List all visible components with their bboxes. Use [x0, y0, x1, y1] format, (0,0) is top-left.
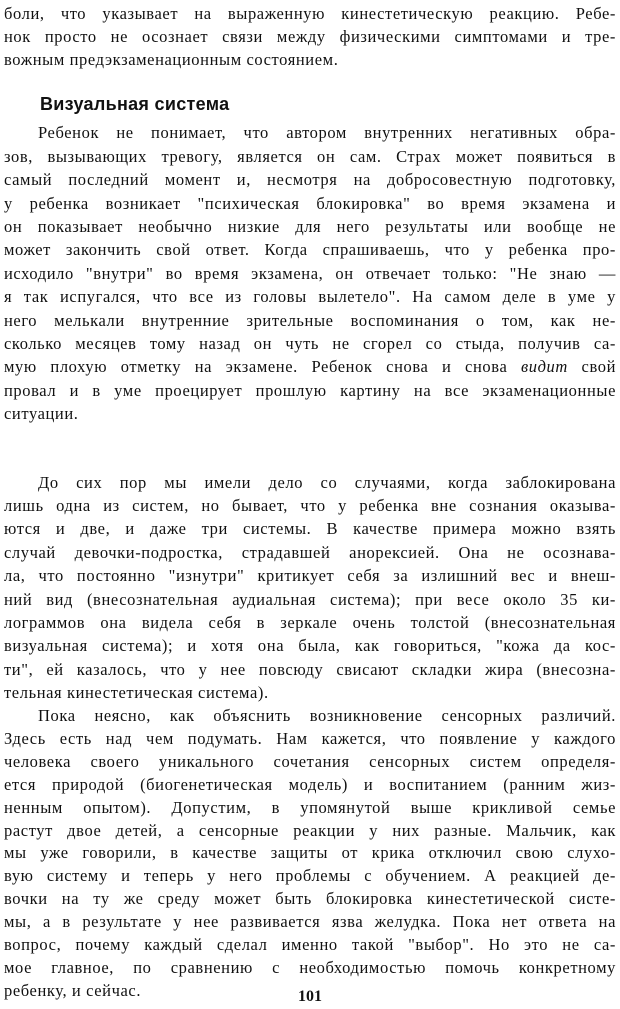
text-line: ти", ей казалось, что у нее повсюду свисают складки жира (внесозна- [4, 660, 616, 679]
italic-word: видит [520, 357, 568, 376]
text-line: ненным опытом). Допустим, в упомянутой выше крикливой семье [4, 798, 616, 817]
text-line: До сих пор мы имели дело со случаями, когда заблокирована [38, 473, 616, 492]
text-line: вую систему и теперь у него проблемы с обучением. А реакцией де- [4, 866, 616, 885]
text-line: тельная кинестетическая система). [4, 683, 269, 702]
text-line: Пока неясно, как объяснить возникновение сенсорных различий. [38, 706, 616, 725]
text-segment: свой [581, 357, 617, 376]
text-line: ется природой (биогенетическая модель) и воспитанием (ранним жиз- [4, 775, 616, 794]
text-line: он показывает необычно низкие для него результаты или вообще не [4, 217, 616, 236]
text-line: ний вид (внесознательная аудиальная система); при весе около 35 ки- [4, 590, 616, 609]
text-line: растут двое детей, а сенсорные реакции у них разные. Мальчик, как [4, 821, 616, 840]
text-line: мы уже говорили, в качестве защиты от крика отключил свою слухо- [4, 843, 616, 862]
text-line: ребенку, и сейчас. [4, 981, 142, 1000]
text-line: ются и две, и даже три системы. В качестве примера можно взять [4, 519, 616, 538]
text-line-with-italic [4, 356, 616, 378]
text-line: ла, что постоянно "изнутри" критикует себя за излишний вес и внеш- [4, 566, 616, 585]
text-segment: мую плохую отметку на экзамене. Ребенок снова и снова [4, 357, 508, 376]
text-line: самый последний момент и, несмотря на добросовестную подготовку, [4, 170, 616, 189]
text-line: у ребенка возникает "психическая блокировка" во время экзамена и [4, 194, 616, 213]
text-line: зов, вызывающих тревогу, является он сам. Страх может появиться в [4, 147, 616, 166]
text-line: Здесь есть над чем подумать. Нам кажется, что появление у каждого [4, 729, 616, 748]
text-line: него мелькали внутренние зрительные воспоминания о том, как не- [4, 311, 616, 330]
text-line: вочки на ту же среду может быть блокировка кинестетической систе- [4, 889, 616, 908]
text-line: нок просто не осознает связи между физическими симптомами и тре- [4, 27, 616, 46]
text-line: боли, что указывает на выраженную кинестетическую реакцию. Ребе- [4, 4, 616, 23]
text-line: лишь одна из систем, но бывает, что у ребенка вне сознания оказыва- [4, 496, 616, 515]
text-line: мы, а в результате у нее развивается язва желудка. Пока нет ответа на [4, 912, 616, 931]
text-line: ситуации. [4, 404, 79, 423]
text-line: исходило "внутри" во время экзамена, он отвечает только: "Не знаю — [4, 264, 616, 283]
text-line: визуальная система); и хотя она была, как говориться, "кожа да кос- [4, 636, 616, 655]
text-line: может закончить свой ответ. Когда спрашиваешь, что у ребенка про- [4, 240, 616, 259]
text-line: случай девочки-подростка, страдавшей анорексией. Она не осознава- [4, 543, 616, 562]
text-line: мое главное, по сравнению с необходимостью помочь конкретному [4, 958, 616, 977]
text-line: вожным предэкзаменационным состоянием. [4, 50, 339, 69]
page-number: 101 [298, 988, 322, 1005]
text-line: вопрос, почему каждый сделал именно такой "выбор". Но это не са- [4, 935, 616, 954]
text-line: человека своего уникального сочетания сенсорных систем определя- [4, 752, 616, 771]
text-line: провал и в уме проецирует прошлую картину на все экзаменационные [4, 381, 616, 400]
text-line: Ребенок не понимает, что автором внутренних негативных обра- [38, 123, 616, 142]
text-line: я так испугался, что все из головы вылетело". На самом деле в уме у [4, 287, 616, 306]
text-line: сколько месяцев тому назад он чуть не сгорел со стыда, получив са- [4, 334, 616, 353]
section-heading: Визуальная система [40, 94, 230, 114]
text-line: лограммов она видела себя в зеркале очень толстой (внесознательная [4, 613, 616, 632]
